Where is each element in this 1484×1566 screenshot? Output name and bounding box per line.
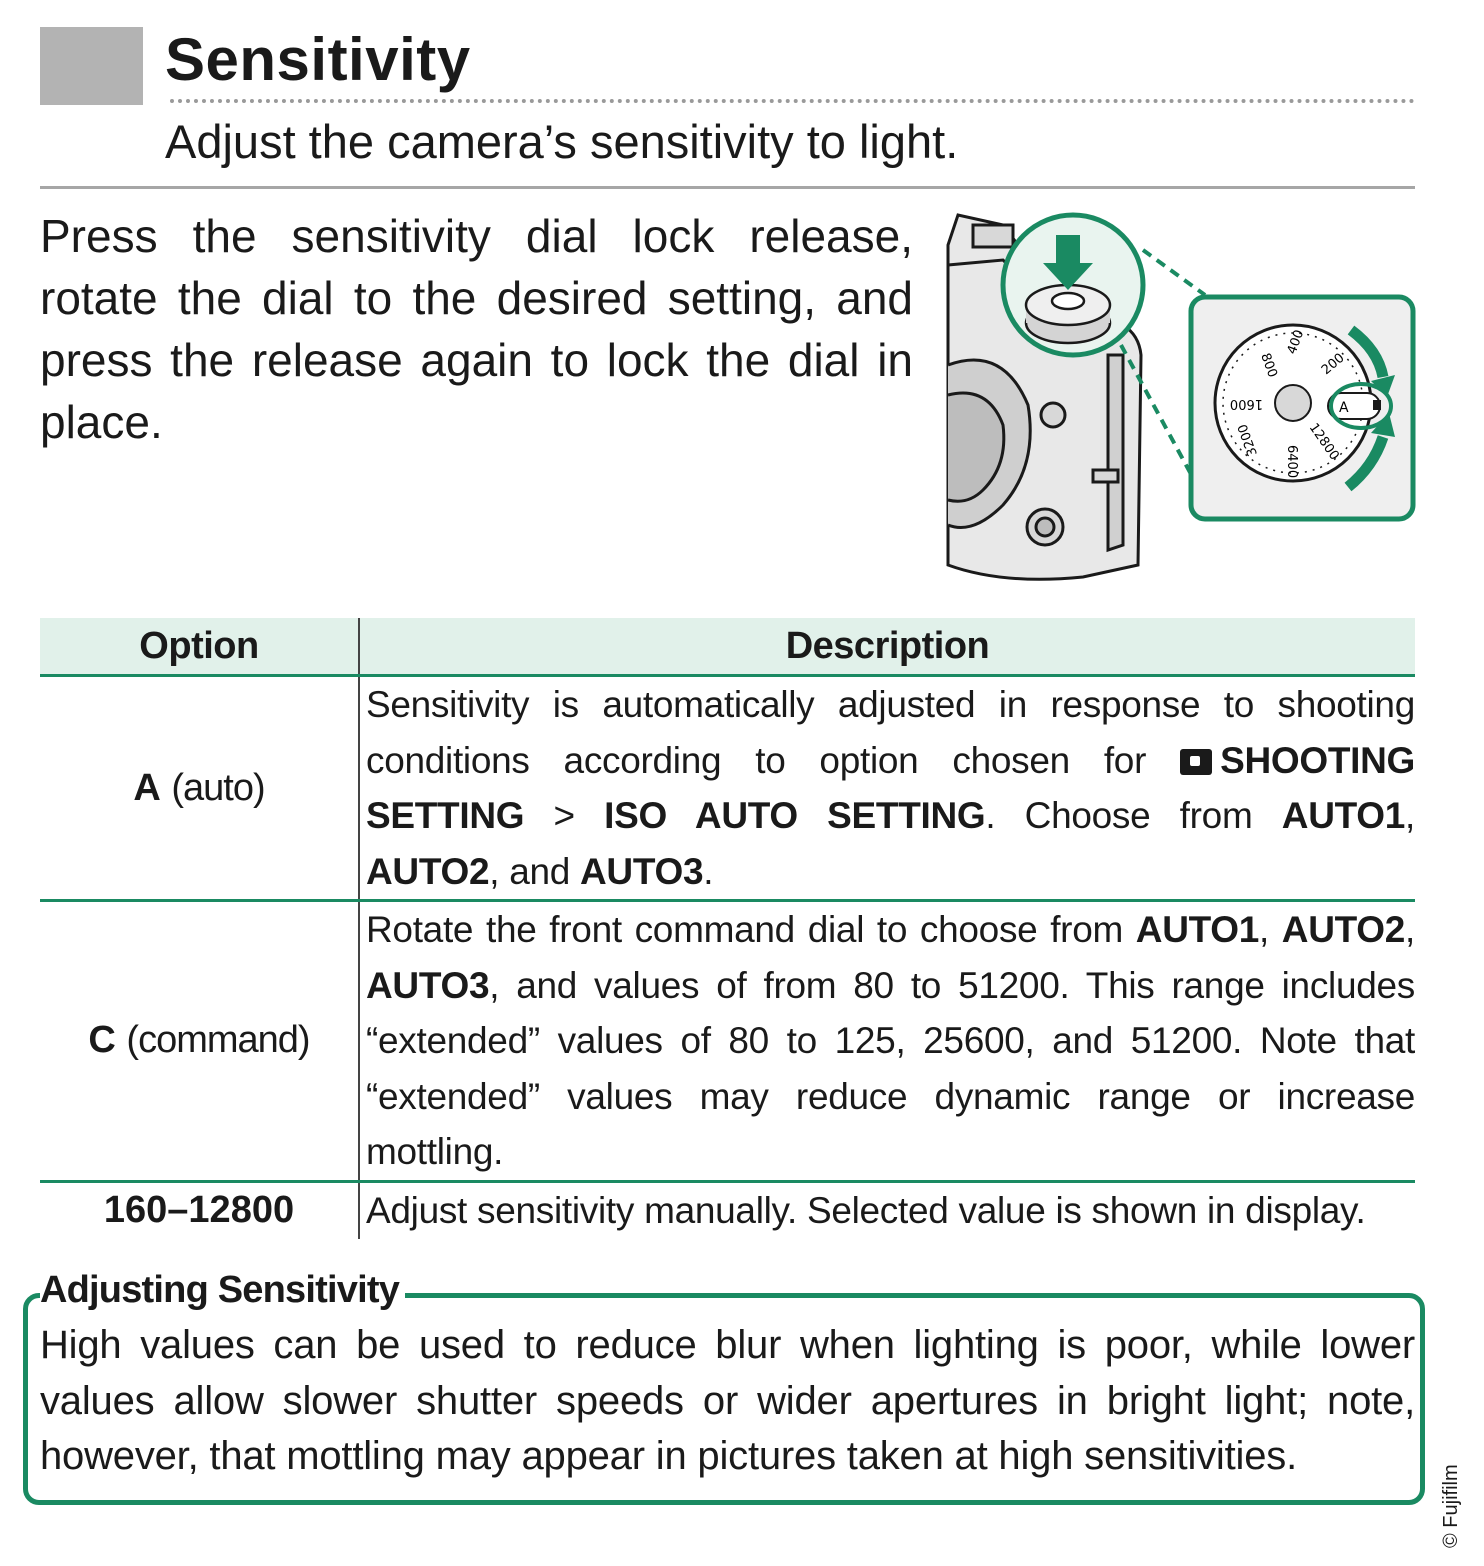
desc-bold: AUTO3 xyxy=(580,850,704,892)
desc-text: , xyxy=(1405,795,1415,836)
option-key: 160–12800 xyxy=(103,1189,295,1232)
option-qualifier: (command) xyxy=(126,1019,310,1062)
dial-label-a: A xyxy=(1339,400,1349,416)
table-header-row xyxy=(40,618,1415,676)
option-cell xyxy=(40,901,359,1182)
column-header-option: Option xyxy=(40,618,359,676)
title-divider xyxy=(40,186,1415,189)
description-cell: Adjust sensitivity manually. Selected value is shown in display. xyxy=(366,1190,1366,1231)
description-cell xyxy=(359,676,1415,901)
desc-bold: ISO AUTO SETTING xyxy=(604,795,986,836)
intro-paragraph: Press the sensitivity dial lock release, rotate the dial to the desired setting, and press the release again to lock the dial in place. xyxy=(40,210,913,448)
desc-text: > xyxy=(524,795,605,836)
desc-bold: SHOOTING SETTING xyxy=(366,739,1416,836)
desc-bold: AUTO3 xyxy=(366,964,490,1006)
option-cell xyxy=(40,676,359,901)
table-row xyxy=(40,901,1415,1182)
desc-text: Rotate the front command dial to choose from xyxy=(366,909,1136,950)
table-row xyxy=(40,1181,1415,1239)
desc-text: , xyxy=(1405,909,1415,950)
dial-label-12800: 12800 xyxy=(1305,420,1342,464)
dial-label-400: 400 xyxy=(1284,327,1308,357)
options-table xyxy=(40,618,1415,1239)
column-header-description: Description xyxy=(359,618,1415,676)
desc-bold: AUTO1 xyxy=(1135,909,1260,950)
copyright-credit: © Fujifilm xyxy=(1440,1464,1462,1548)
section-marker-block xyxy=(40,27,143,105)
dial-label-6400: 6400 xyxy=(1284,445,1299,479)
note-title: Adjusting Sensitivity xyxy=(40,1262,405,1318)
option-key: A xyxy=(133,766,161,809)
note-text: High values can be used to reduce blur when lighting is poor, while lower values allow slower shutter speeds or wider apertures in bright light; note, however, that mottling may appear in pictures taken at high sensitivities. xyxy=(40,1323,1415,1478)
option-qualifier: (auto) xyxy=(171,766,265,809)
desc-text: . Choose from xyxy=(985,795,1282,836)
page-title: Sensitivity xyxy=(165,26,471,93)
desc-bold: AUTO2 xyxy=(366,850,490,892)
description-cell xyxy=(359,901,1415,1182)
title-dotted-rule xyxy=(170,99,1415,103)
desc-bold: AUTO2 xyxy=(1281,909,1406,950)
desc-text: , and xyxy=(489,850,581,892)
page-subtitle: Adjust the camera’s sensitivity to light. xyxy=(165,115,959,168)
desc-text: . xyxy=(703,850,714,892)
option-key: C xyxy=(88,1019,116,1062)
desc-text: Sensitivity is automatically adjusted in response to shooting conditions according to option chosen for xyxy=(366,684,1415,781)
option-cell xyxy=(40,1181,359,1239)
dial-label-800: 800 xyxy=(1257,351,1280,380)
camera-dial-icon xyxy=(1026,285,1110,343)
desc-text: , xyxy=(1259,909,1282,950)
dial-label-3200: 3200 xyxy=(1235,421,1261,459)
dial-label-200: 200 xyxy=(1318,350,1348,379)
table-row xyxy=(40,676,1415,901)
camera-menu-icon xyxy=(1180,749,1212,775)
sensitivity-dial-illustration xyxy=(943,205,1418,585)
desc-bold: AUTO1 xyxy=(1281,795,1406,836)
dial-label-1600: 1600 xyxy=(1229,396,1263,411)
desc-text: , and values of from 80 to 51200. This range includes “extended” values of 80 to 125, 25600, and 51200. Note that “extended” values may reduce dynamic range or increase mottling. xyxy=(366,964,1415,1172)
